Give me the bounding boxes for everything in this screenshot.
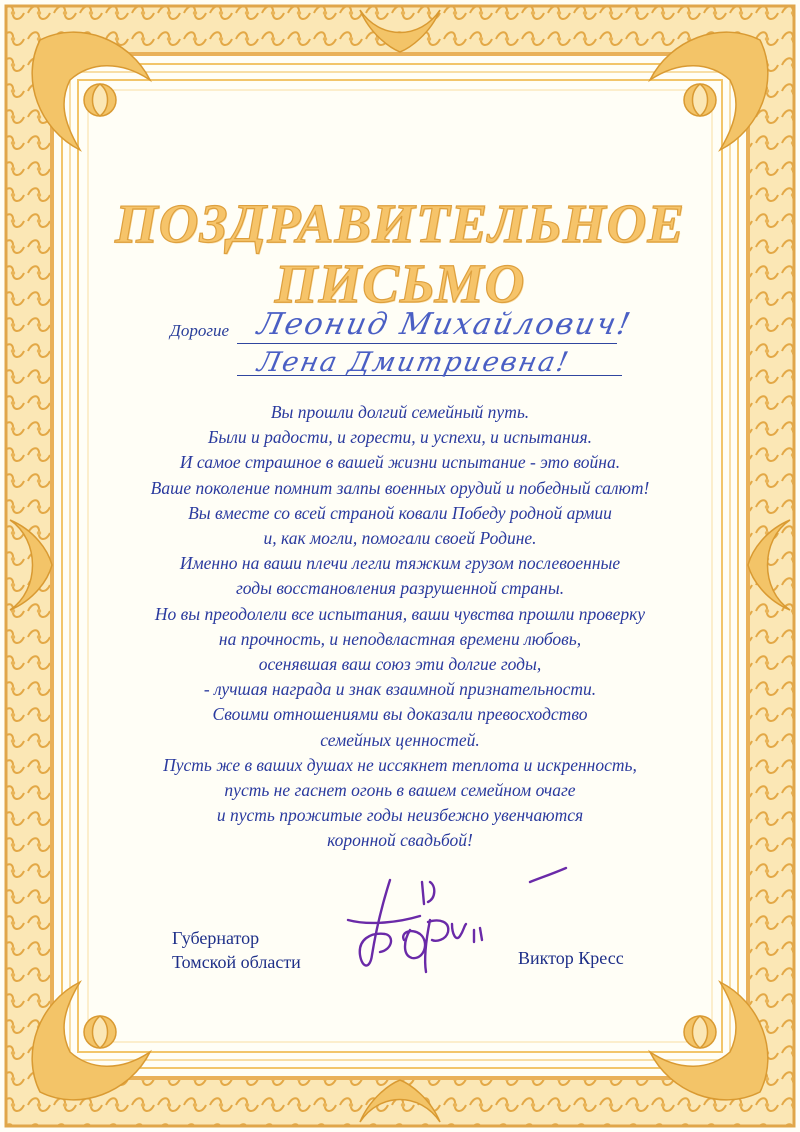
body-line: Именно на ваши плечи легли тяжким грузом послевоенные	[179, 553, 621, 574]
letter-body	[100, 400, 700, 854]
handwritten-name-1: Леонид Михайлович!	[254, 307, 636, 342]
body-line: Своими отношениями вы доказали превосходство	[212, 704, 588, 725]
body-line: И самое страшное в вашей жизни испытание - это война.	[179, 452, 621, 473]
body-line: коронной свадьбой!	[327, 830, 473, 851]
body-line: Пусть же в ваших душах не иссякнет теплота и искренность,	[163, 754, 637, 775]
body-line: Ваше поколение помнит залпы военных орудий и победный салют!	[150, 477, 650, 498]
letter-title-line1: ПОЗДРАВИТЕЛЬНОЕ	[114, 193, 686, 254]
signer-name: Виктор Кресс	[518, 948, 624, 968]
body-line: - лучшая награда и знак взаимной признательности.	[203, 679, 597, 700]
body-line: семейных ценностей.	[320, 729, 480, 750]
signer-title-line1: Губернатор	[172, 928, 260, 948]
salutation: Дорогие	[170, 321, 229, 340]
body-line: Вы вместе со всей страной ковали Победу родной армии	[188, 502, 612, 523]
handwritten-name-2: Лена Дмитриевна!	[254, 347, 573, 378]
body-line: пусть не гаснет огонь в вашем семейном очаге	[224, 780, 576, 801]
body-line: Были и радости, и горести, и успехи, и испытания.	[208, 427, 592, 448]
letter-title-line2: ПИСЬМО	[274, 253, 526, 314]
body-line: осенявшая ваш союз эти долгие годы,	[258, 654, 542, 675]
signer-title-line2: Томской области	[172, 952, 301, 972]
fill-in-line-1	[237, 343, 617, 344]
body-line: и, как могли, помогали своей Родине.	[263, 528, 537, 549]
body-line: годы восстановления разрушенной страны.	[235, 578, 565, 599]
signature	[340, 860, 570, 990]
signer-title	[172, 926, 301, 974]
body-line: на прочность, и неподвластная времени любовь,	[218, 628, 582, 649]
body-line: Вы прошли долгий семейный путь.	[270, 402, 530, 422]
body-line: Но вы преодолели все испытания, ваши чувства прошли проверку	[154, 603, 646, 624]
body-line: и пусть прожитые годы неизбежно увенчаются	[216, 805, 584, 826]
